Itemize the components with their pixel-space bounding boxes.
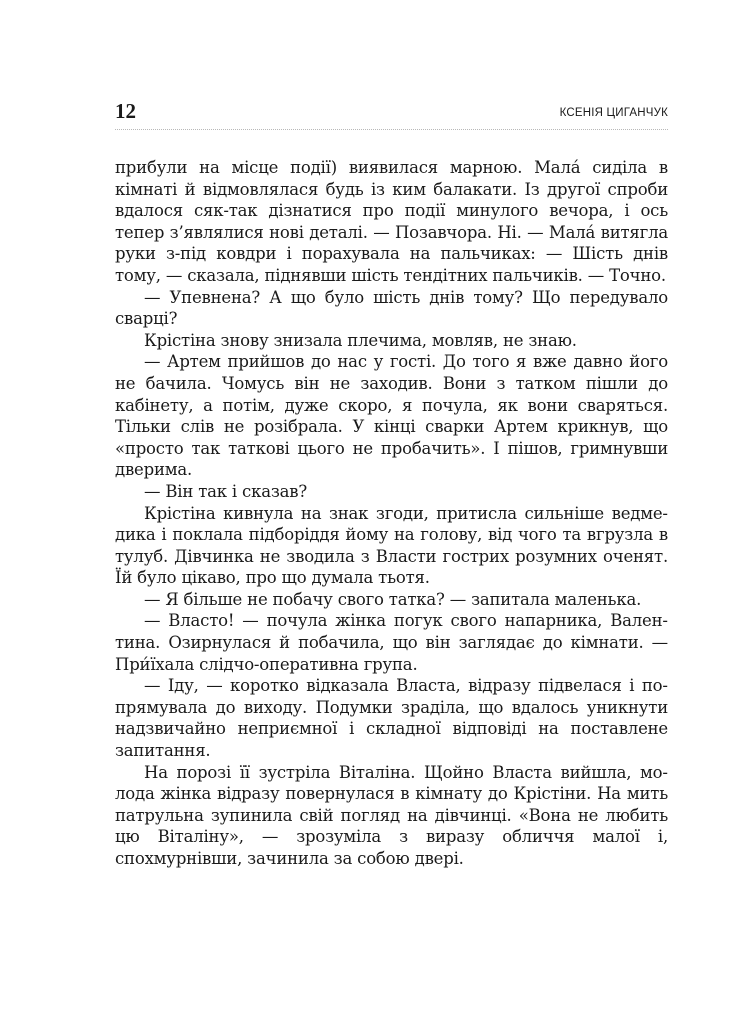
paragraph: — Він так і сказав?	[144, 481, 307, 501]
running-head-author: КСЕНІЯ ЦИГАНЧУК	[559, 107, 668, 119]
paragraph: — Власто! — почула жінка погук свого напарника, Валентина. Озирнулася й побачила, що він заглядає до кімнати. — При́їхала слідчо-оперативна група.	[115, 611, 668, 674]
paragraph: — Артем прийшов до нас у гості. До того я вже давно його не бачила. Чомусь він не заходив. Вони з татком пішли до кабінету, а потім, дуже скоро, я почула, як вони сваряться. Тільки слів не розібрала. У кінці сварки Артем крикнув, що «просто так таткові цього не пробачить». І пішов, гримнувши дверима.	[115, 352, 668, 480]
paragraph: прибули на місце події) виявилася марною. Мала́ сиділа в кімнаті й відмовлялася будь із ким балакати. Із другої спроби вдалося сяк-так дізнатися про події минулого вечора, і ось тепер з’являлися нові деталі. — Позавчора. Ні. — Мала́ витягла руки з-під ковдри і порахувала на пальчиках: — Шість днів тому, — сказала, піднявши шість тендітних пальчиків. — Точно.	[115, 158, 668, 285]
paragraph: — Я більше не побачу свого татка? — запитала маленька.	[144, 589, 642, 609]
paragraph: Крістіна кивнула на знак згоди, притисла сильніше ведмедика і поклала підборіддя йому на голову, від чого та вгрузла в тулуб. Дівчинка не зводила з Власти гострих розумних оченят. Їй було цікаво, про що думала тьотя.	[115, 503, 668, 588]
body-text	[115, 157, 668, 870]
page-number: 12	[115, 99, 136, 123]
paragraph: — Іду, — коротко відказала Власта, відразу підвелася і попрямувала до виходу. Подумки зраділа, що вдалось уникнути надзвичайно неприємної і складної відповіді на поставлене запитання.	[115, 676, 668, 761]
paragraph: На порозі її зустріла Віталіна. Щойно Власта вийшла, молода жінка відразу повернулася в кімнату до Крістіни. На мить патрульна зупинила свій погляд на дівчинці. «Вона не любить цю Віталіну», — зрозуміла з виразу обличчя малої і, спохмурнівши, зачинила за собою двері.	[115, 762, 668, 868]
paragraph: — Упевнена? А що було шість днів тому? Що передувало сварці?	[115, 287, 668, 329]
page-header	[115, 97, 668, 130]
paragraph: Крістіна знову знизала плечима, мовляв, не знаю.	[144, 330, 577, 350]
